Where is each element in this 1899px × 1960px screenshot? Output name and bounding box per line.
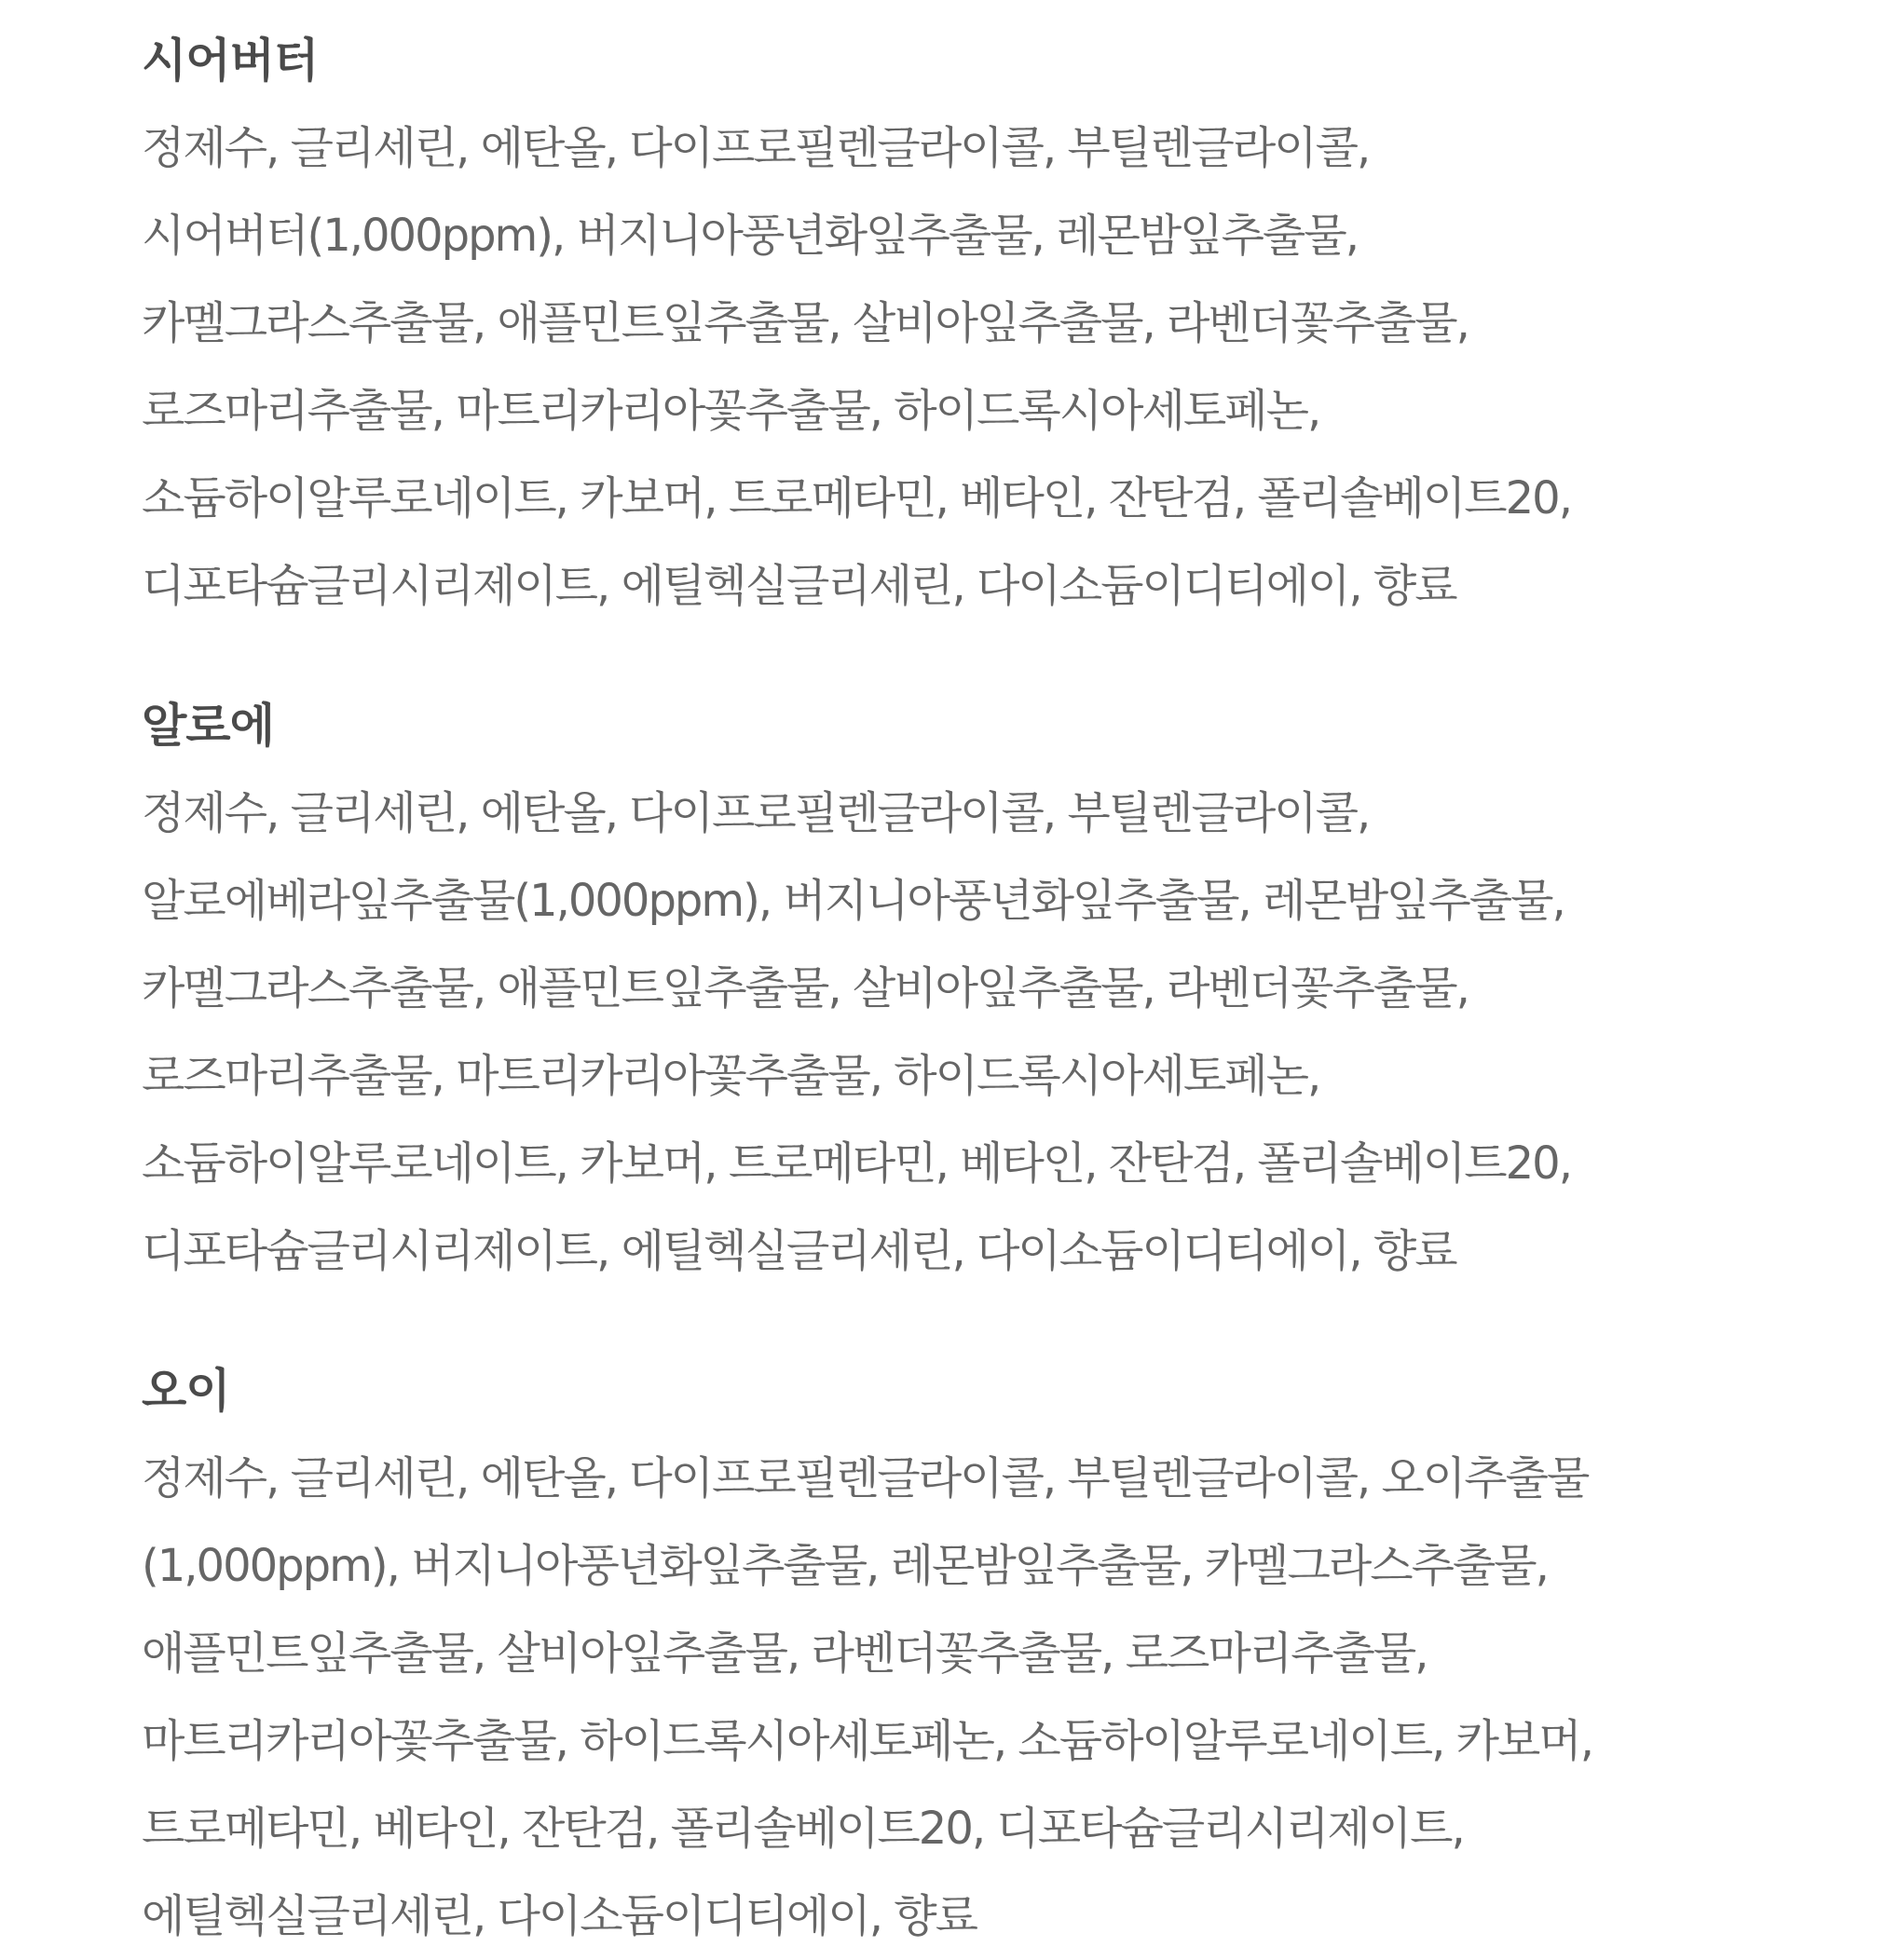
ingredient-line: 카멜그라스추출물, 애플민트잎추출물, 살비아잎추출물, 라벤더꽃추출물, <box>142 962 1469 1014</box>
ingredient-line: 로즈마리추출물, 마트리카리아꽃추출물, 하이드록시아세토페논, <box>142 1050 1320 1102</box>
ingredient-line: 카멜그라스추출물, 애플민트잎추출물, 살비아잎추출물, 라벤더꽃추출물, <box>142 297 1469 349</box>
ingredient-line: 정제수, 글리세린, 에탄올, 다이프로필렌글라이콜, 부틸렌글라이콜, <box>142 122 1370 174</box>
section-title-shea-butter: 시어버터 <box>142 34 319 88</box>
ingredient-line: 시어버터(1,000ppm), 버지니아풍년화잎추출물, 레몬밤잎추출물, <box>142 210 1358 262</box>
ingredient-line: (1,000ppm), 버지니아풍년화잎추출물, 레몬밤잎추출물, 카멜그라스추출물, <box>142 1540 1548 1592</box>
ingredients-document <box>142 17 1875 1960</box>
shea-butter-section <box>142 17 1875 630</box>
cucumber-section <box>142 1347 1875 1960</box>
ingredient-line: 애플민트잎추출물, 살비아잎추출물, 라벤더꽃추출물, 로즈마리추출물, <box>142 1627 1428 1680</box>
ingredient-line: 정제수, 글리세린, 에탄올, 다이프로필렌글라이콜, 부틸렌글라이콜, <box>142 787 1370 839</box>
ingredient-line: 정제수, 글리세린, 에탄올, 다이프로필렌글라이콜, 부틸렌글라이콜, 오이추출물 <box>142 1452 1589 1504</box>
ingredient-line: 트로메타민, 베타인, 잔탄검, 폴리솔베이트20, 디포타슘글리시리제이트, <box>142 1803 1464 1855</box>
ingredient-line: 디포타슘글리시리제이트, 에틸헥실글리세린, 다이소듐이디티에이, 향료 <box>142 560 1456 612</box>
ingredient-line: 알로에베라잎추출물(1,000ppm), 버지니아풍년화잎추출물, 레몬밤잎추출물, <box>142 875 1564 927</box>
ingredient-line: 마트리카리아꽃추출물, 하이드록시아세토페논, 소듐하이알루로네이트, 카보머, <box>142 1715 1592 1767</box>
section-title-aloe: 알로에 <box>142 699 274 753</box>
ingredient-line: 에틸헥실글리세린, 다이소듐이디티에이, 향료 <box>142 1890 977 1942</box>
ingredient-line: 디포타슘글리시리제이트, 에틸헥실글리세린, 다이소듐이디티에이, 향료 <box>142 1225 1456 1277</box>
ingredient-line: 로즈마리추출물, 마트리카리아꽃추출물, 하이드록시아세토페논, <box>142 385 1320 437</box>
ingredient-line: 소듐하이알루로네이트, 카보머, 트로메타민, 베타인, 잔탄검, 폴리솔베이트20, <box>142 472 1571 524</box>
section-title-cucumber: 오이 <box>142 1364 230 1418</box>
aloe-section <box>142 682 1875 1295</box>
ingredient-line: 소듐하이알루로네이트, 카보머, 트로메타민, 베타인, 잔탄검, 폴리솔베이트20, <box>142 1137 1571 1190</box>
